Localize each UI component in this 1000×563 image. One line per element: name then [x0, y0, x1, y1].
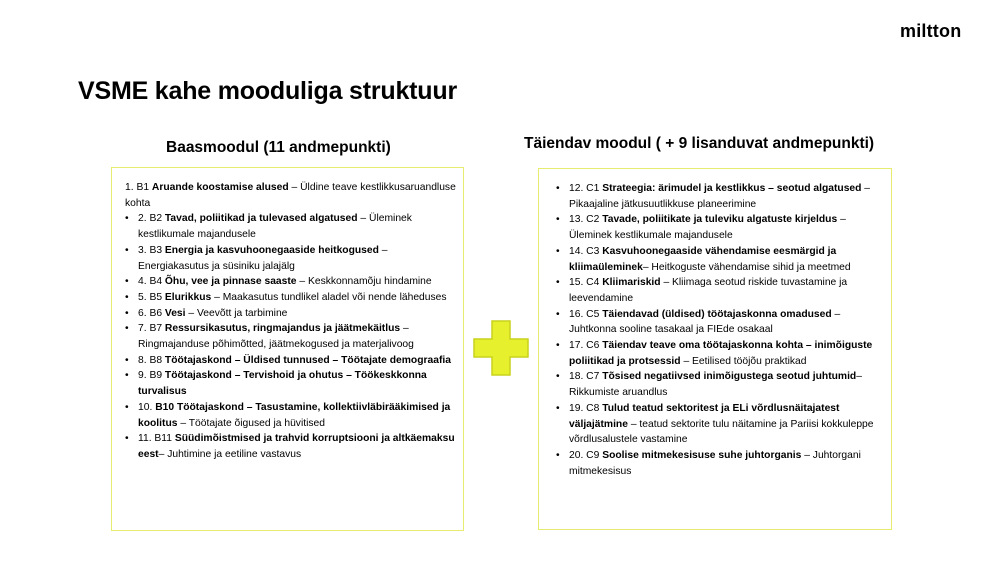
- list-item: [125, 353, 457, 369]
- list-item: [125, 321, 457, 352]
- item-title: Soolise mitmekesisuse suhe juhtorganis: [602, 449, 802, 461]
- bullet-icon: •: [556, 183, 560, 194]
- bullet-icon: •: [556, 402, 560, 414]
- list-item: [125, 274, 457, 290]
- item-description: – Kliimaga seotud riskide tuvastamine ja leevendamine: [569, 277, 848, 304]
- page-title: VSME kahe mooduliga struktuur: [78, 77, 457, 105]
- item-description: – Maakasutus tundlikel aladel või nende läheduses: [211, 291, 447, 303]
- list-item: [125, 243, 457, 274]
- bullet-icon: •: [125, 276, 129, 288]
- item-number: 18. C7: [569, 371, 603, 383]
- bullet-icon: •: [125, 291, 129, 303]
- item-title: Kasvuhoonegaaside vähendamise eesmärgid ja kliimaüleminek: [569, 245, 837, 273]
- item-description: – Üldine teave kestlikkusaruandluse kohta: [125, 182, 456, 209]
- bullet-icon: •: [556, 245, 560, 257]
- item-number: 20. C9: [569, 449, 603, 461]
- item-number: 13. C2: [569, 214, 603, 226]
- bullet-icon: •: [125, 433, 129, 445]
- plus-icon: [473, 320, 529, 376]
- item-title: B10 Töötajaskond – Tasustamine, kollektiivläbirääkimised ja koolitus: [138, 401, 451, 429]
- item-title: Ressursikasutus, ringmajandus ja jäätmekäitlus: [164, 323, 401, 335]
- list-item: [556, 212, 884, 243]
- item-number: 15. C4: [569, 277, 603, 289]
- item-description: – Üleminek kestlikumale majandusele: [569, 214, 846, 242]
- item-title: Vesi: [164, 307, 186, 319]
- item-number: 12. C1: [569, 183, 603, 194]
- bullet-icon: •: [125, 370, 129, 382]
- item-number: 3. B3: [138, 244, 165, 256]
- item-title: Õhu, vee ja pinnase saaste: [164, 276, 297, 288]
- item-title: Aruande koostamise alused: [151, 182, 289, 193]
- bullet-icon: •: [125, 244, 129, 256]
- item-title: Tavad, poliitikad ja tulevased algatused: [164, 213, 358, 225]
- list-item: [556, 448, 884, 479]
- base-module-heading: Baasmoodul (11 andmepunkti): [166, 139, 391, 156]
- item-number: 17. C6: [569, 340, 603, 352]
- list-item: [125, 431, 457, 462]
- supplementary-module-box: [538, 168, 892, 530]
- bullet-icon: •: [556, 340, 560, 352]
- bullet-icon: •: [125, 213, 129, 225]
- item-title: Tavade, poliitikate ja tuleviku algatuste kirjeldus: [602, 214, 838, 226]
- item-title: Töötajaskond – Üldised tunnused – Töötajate demograafia: [164, 354, 451, 366]
- bullet-icon: •: [556, 277, 560, 289]
- item-number: 11. B11: [138, 433, 175, 445]
- list-item: [125, 306, 457, 322]
- item-number: 10.: [138, 401, 156, 413]
- item-description: – Juhtimine ja eetiline vastavus: [158, 448, 302, 460]
- item-title: Töötajaskond – Tervishoid ja ohutus – Töökeskkonna turvalisus: [138, 370, 427, 398]
- item-description: – teatud sektorite tulu näitamine ja Pariisi kokkuleppe võrdlusalustele vastamine: [569, 418, 874, 446]
- item-title: Tõsised negatiivsed inimõigustega seotud juhtumid: [602, 371, 857, 383]
- item-number: 7. B7: [138, 323, 165, 335]
- brand-logo: miltton: [900, 21, 962, 41]
- item-description: – Rikkumiste aruandlus: [569, 371, 862, 399]
- base-module-list: [125, 180, 457, 463]
- list-item: [556, 244, 884, 275]
- item-description: – Energiakasutus ja süsiniku jalajälg: [138, 244, 388, 272]
- supplementary-module-heading: Täiendav moodul ( + 9 lisanduvat andmepunkti): [524, 135, 875, 152]
- bullet-icon: •: [556, 371, 560, 383]
- item-title: Kliimariskid: [602, 277, 661, 289]
- bullet-icon: •: [125, 354, 129, 366]
- list-item: [125, 368, 457, 399]
- supplementary-module-list: [556, 181, 884, 479]
- item-description: – Heitkoguste vähendamise sihid ja meetmed: [642, 261, 851, 273]
- item-description: – Ringmajanduse põhimõtted, jäätmekogused ja materjalivoog: [138, 323, 414, 351]
- item-number: 14. C3: [569, 245, 603, 257]
- item-title: Strateegia: ärimudel ja kestlikkus – seotud algatused: [602, 183, 862, 194]
- bullet-icon: •: [125, 323, 129, 335]
- list-item: [125, 400, 457, 431]
- bullet-icon: •: [125, 307, 129, 319]
- item-number: 16. C5: [569, 308, 603, 320]
- item-title: Täiendav teave oma töötajaskonna kohta – inimõiguste poliitikad ja protsessid: [569, 340, 873, 367]
- item-title: Tulud teatud sektoritest ja ELi võrdlusnäitajatest väljajätmine: [569, 402, 840, 430]
- list-item: [556, 369, 884, 400]
- item-description: – Veevõtt ja tarbimine: [185, 307, 288, 319]
- bullet-icon: •: [556, 449, 560, 461]
- item-number: 1. B1: [125, 182, 152, 193]
- base-module-box: [111, 167, 464, 531]
- item-description: – Töötajate õigused ja hüvitised: [177, 417, 325, 429]
- list-item: [125, 290, 457, 306]
- list-item: [125, 180, 457, 211]
- item-title: Süüdimõistmised ja trahvid korruptsiooni ja altkäemaksu eest: [138, 433, 455, 460]
- item-number: 9. B9: [138, 370, 165, 382]
- list-item: [556, 307, 884, 338]
- list-item: [556, 275, 884, 306]
- bullet-icon: •: [556, 308, 560, 320]
- list-item: [125, 211, 457, 242]
- item-description: – Juhtkonna sooline tasakaal ja FIEde osakaal: [569, 308, 841, 336]
- item-description: – Pikaajaline jätkusuutlikkuse planeerimine: [569, 183, 871, 210]
- item-description: – Juhtorgani mitmekesisus: [569, 449, 861, 477]
- bullet-icon: •: [125, 401, 129, 413]
- item-number: 6. B6: [138, 307, 165, 319]
- item-number: 2. B2: [138, 213, 165, 225]
- item-number: 19. C8: [569, 402, 603, 414]
- list-item: [556, 181, 884, 212]
- item-number: 4. B4: [138, 276, 165, 288]
- item-description: – Eetilised tööjõu praktikad: [680, 355, 807, 367]
- item-description: – Üleminek kestlikumale majandusele: [138, 213, 412, 241]
- item-title: Energia ja kasvuhoonegaaside heitkogused: [164, 244, 379, 256]
- item-title: Elurikkus: [164, 291, 212, 303]
- list-item: [556, 401, 884, 448]
- item-description: – Keskkonnamõju hindamine: [296, 276, 432, 288]
- bullet-icon: •: [556, 214, 560, 226]
- item-number: 5. B5: [138, 291, 165, 303]
- list-item: [556, 338, 884, 369]
- item-number: 8. B8: [138, 354, 165, 366]
- item-title: Täiendavad (üldised) töötajaskonna omadused: [602, 308, 832, 320]
